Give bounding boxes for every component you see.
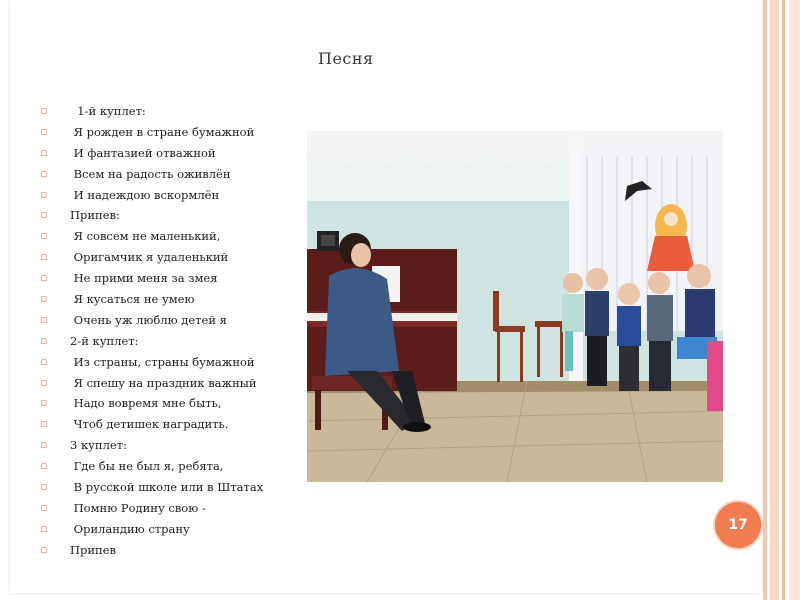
- lyrics-list: [40, 101, 263, 561]
- lyric-line: [40, 289, 263, 310]
- lyric-line: [40, 101, 263, 122]
- square-bullet-icon: ▫: [40, 521, 48, 535]
- lyric-text: И надеждою вскормлён: [70, 187, 220, 202]
- square-bullet-icon: ▫: [40, 375, 48, 389]
- square-bullet-icon: ▫: [40, 292, 48, 306]
- lyric-line: [40, 498, 263, 519]
- square-bullet-icon: ▫: [40, 229, 48, 243]
- lyric-line: [40, 226, 263, 247]
- lyric-line: [40, 185, 263, 206]
- lyric-line: [40, 268, 263, 289]
- lyric-line: [40, 414, 263, 435]
- square-bullet-icon: ▫: [40, 166, 48, 180]
- square-bullet-icon: ▫: [40, 271, 48, 285]
- page-number-badge: 17: [715, 502, 761, 548]
- square-bullet-icon: ▫: [40, 250, 48, 264]
- square-bullet-icon: ▫: [40, 104, 48, 117]
- decor-stripe: [782, 0, 785, 600]
- lyric-text: Очень уж люблю детей я: [70, 312, 227, 327]
- square-bullet-icon: ▫: [40, 480, 48, 494]
- lyric-line: [40, 164, 263, 185]
- lyric-line: [40, 310, 263, 331]
- lyric-text: Я рожден в стране бумажной: [70, 124, 255, 139]
- square-bullet-icon: ▫: [40, 312, 48, 326]
- lyric-text: 3 куплет:: [70, 438, 127, 453]
- lyric-line: [40, 540, 263, 561]
- lyric-text: Не прими меня за змея: [70, 271, 218, 286]
- lyric-line: [40, 143, 263, 164]
- lyric-line: [40, 205, 263, 226]
- lyric-line: [40, 247, 263, 268]
- square-bullet-icon: ▫: [40, 187, 48, 201]
- decor-stripe: [789, 0, 800, 600]
- square-bullet-icon: ▫: [40, 333, 48, 347]
- lyric-text: Помню Родину свою -: [70, 500, 206, 515]
- lyric-text: Надо вовремя мне быть,: [70, 396, 222, 411]
- square-bullet-icon: ▫: [40, 354, 48, 368]
- lyric-text: Я совсем не маленький,: [70, 229, 221, 244]
- square-bullet-icon: ▫: [40, 396, 48, 410]
- square-bullet-icon: ▫: [40, 438, 48, 452]
- square-bullet-icon: ▫: [40, 124, 48, 138]
- lyric-text: 1-й куплет:: [70, 104, 146, 118]
- square-bullet-icon: ▫: [40, 459, 48, 473]
- lyric-text: Я кусаться не умею: [70, 292, 195, 307]
- classroom-photo: [307, 131, 723, 482]
- decor-stripe: [763, 0, 767, 600]
- square-bullet-icon: ▫: [40, 500, 48, 514]
- lyric-line: [40, 122, 263, 143]
- square-bullet-icon: ▫: [40, 208, 48, 222]
- lyric-line: [40, 331, 263, 352]
- lyric-text: В русской школе или в Штатах: [70, 480, 264, 495]
- lyric-text: Из страны, страны бумажной: [70, 354, 255, 369]
- lyric-text: Чтоб детишек наградить.: [70, 417, 229, 432]
- lyric-text: Ориландию страну: [70, 521, 190, 536]
- lyric-line: [40, 393, 263, 414]
- lyric-text: Всем на радость оживлён: [70, 166, 231, 181]
- square-bullet-icon: ▫: [40, 417, 48, 431]
- decor-stripe: [770, 0, 779, 600]
- square-bullet-icon: ▫: [40, 145, 48, 159]
- slide-title: Песня: [318, 49, 374, 68]
- lyric-text: 2-й куплет:: [70, 333, 139, 348]
- lyric-text: Оригамчик я удаленький: [70, 250, 229, 265]
- lyric-line: [40, 373, 263, 394]
- lyric-text: Припев: [70, 542, 116, 557]
- lyric-text: Я спешу на праздник важный: [70, 375, 257, 390]
- lyric-text: Припев:: [70, 208, 120, 223]
- lyric-line: [40, 435, 263, 456]
- lyric-text: И фантазией отважной: [70, 145, 216, 160]
- square-bullet-icon: ▫: [40, 542, 48, 556]
- lyric-line: [40, 519, 263, 540]
- lyric-line: [40, 477, 263, 498]
- lyric-line: [40, 456, 263, 477]
- lyric-line: [40, 352, 263, 373]
- lyric-text: Где бы не был я, ребята,: [70, 459, 224, 474]
